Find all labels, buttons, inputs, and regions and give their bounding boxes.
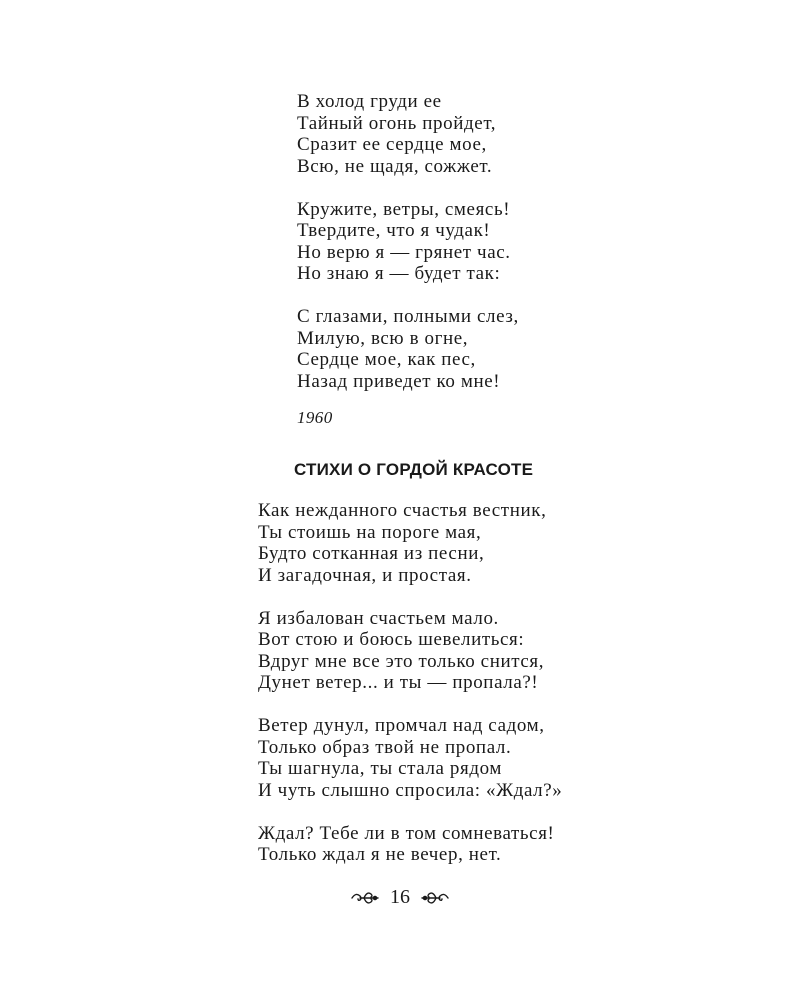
poem-line: Ветер дунул, промчал над садом, <box>258 715 545 736</box>
poem-line: Как нежданного счастья вестник, <box>258 500 547 521</box>
poem-line: Только ждал я не вечер, нет. <box>258 844 502 865</box>
poem-line: Твердите, что я чудак! <box>297 220 491 241</box>
poem-line: И чуть слышно спросила: «Ждал?» <box>258 779 563 801</box>
poem-line: Ты шагнула, ты стала рядом <box>258 758 502 779</box>
poem-line: С глазами, полными слез, <box>297 306 519 327</box>
poem-line: Но верю я — грянет час. <box>297 241 511 263</box>
stanza <box>297 199 519 285</box>
stanza <box>258 500 562 586</box>
poem-title: СТИХИ О ГОРДОЙ КРАСОТЕ <box>294 460 534 479</box>
poem-line: Милую, всю в огне, <box>297 327 469 349</box>
stanza <box>297 306 519 392</box>
poem-line: Ты стоишь на пороге мая, <box>258 521 482 543</box>
previous-poem <box>297 91 519 392</box>
stanza <box>297 91 519 177</box>
poem-line: Сердце мое, как пес, <box>297 349 476 370</box>
page-footer <box>0 886 800 909</box>
poem-line: Я избалован счастьем мало. <box>258 607 499 629</box>
poem-line: Сразит ее сердце мое, <box>297 134 487 155</box>
poem-line: Только образ твой не пропал. <box>258 736 512 758</box>
page-number: 16 <box>390 886 410 908</box>
stanza-spacer <box>297 177 519 199</box>
poem-body <box>258 500 562 866</box>
poem-line: Но знаю я — будет так: <box>297 263 501 284</box>
poem-line: Кружите, ветры, смеясь! <box>297 198 511 220</box>
poem-line: Дунет ветер... и ты — пропала?! <box>258 672 539 693</box>
stanza <box>258 608 562 694</box>
flourish-right-icon <box>420 888 450 908</box>
poem-line: Назад приведет ко мне! <box>297 370 501 392</box>
poem-line: Ждал? Тебе ли в том сомневаться! <box>258 822 555 844</box>
poem-year: 1960 <box>297 408 333 427</box>
poem-line: Вдруг мне все это только снится, <box>258 650 545 672</box>
poem-line: В холод груди ее <box>297 91 442 112</box>
poem-line: Тайный огонь пройдет, <box>297 112 497 134</box>
poem-line: И загадочная, и простая. <box>258 564 472 586</box>
poem-line: Будто сотканная из песни, <box>258 543 485 564</box>
poem-line: Всю, не щадя, сожжет. <box>297 155 493 177</box>
stanza <box>258 823 562 866</box>
poem-line: Вот стою и боюсь шевелиться: <box>258 629 525 650</box>
stanza <box>258 715 562 801</box>
stanza-spacer <box>258 694 562 716</box>
stanza-spacer <box>258 801 562 823</box>
stanza-spacer <box>297 285 519 307</box>
flourish-left-icon <box>350 888 380 908</box>
stanza-spacer <box>258 586 562 608</box>
